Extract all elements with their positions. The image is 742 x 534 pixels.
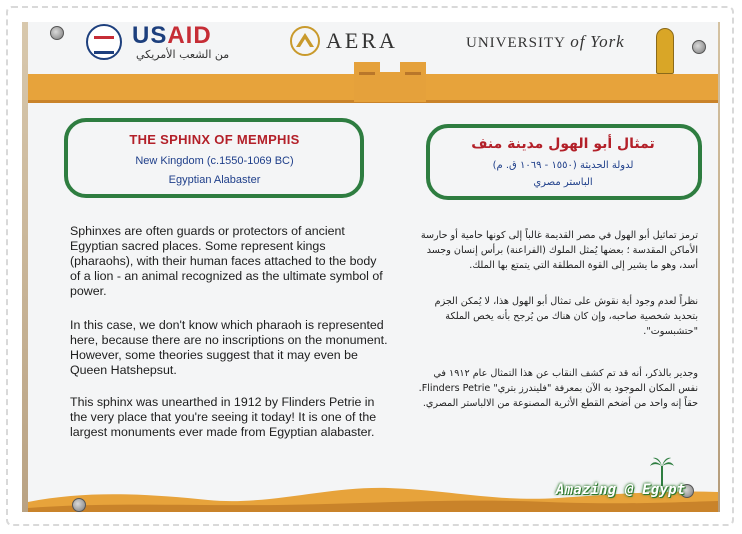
screw-icon	[72, 498, 86, 512]
english-period: New Kingdom (c.1550-1069 BC)	[135, 155, 294, 167]
usaid-logo-aid: AID	[167, 22, 212, 49]
screw-icon	[692, 40, 706, 54]
york-of-word: of	[570, 32, 586, 51]
usaid-seal-icon	[86, 24, 122, 60]
english-paragraph-3: This sphinx was unearthed in 1912 by Flinders Petrie in the very place that you're seeing it today! It is one of the largest monuments ever made from Egyptian alabaster.	[70, 395, 377, 439]
usaid-logo	[132, 22, 212, 50]
ministry-antiquities-logo	[656, 28, 674, 74]
york-name-word: York	[590, 32, 625, 51]
temple-gate-icon	[380, 72, 400, 102]
arabic-period: لدولة الحديثة (١٥٥٠ - ١٠٦٩ ق. م)	[492, 160, 634, 171]
watermark-text: Amazing @ Egypt	[556, 482, 686, 498]
university-of-york-logo	[466, 32, 625, 52]
aera-logo-text: AERA	[326, 28, 398, 53]
english-title: THE SPHINX OF MEMPHIS	[129, 132, 300, 147]
pylon-detail	[405, 72, 421, 75]
aera-triangle-icon	[290, 26, 320, 56]
arabic-paragraph-3: وجدير بالذكر، أنه قد تم كشف النقاب عن هذا التمثال عام ١٩١٢ في نفس المكان الموجود به الآن بمعرفة "فليندرز بتري" Flinders Petrie. حقاً إنه واحد من أضخم القطع الأثرية المصنوعة من الالباستر المصري.	[418, 368, 698, 409]
usaid-arabic-tagline: من الشعب الأمريكي	[136, 48, 230, 61]
english-material: Egyptian Alabaster	[168, 174, 261, 186]
english-paragraph-2: In this case, we don't know which pharaoh is represented here, because there are no inscriptions on the monument. However, some theories suggest that it may even be Queen Hatshepsut.	[70, 318, 388, 377]
york-university-word: UNIVERSITY	[466, 35, 566, 51]
pylon-detail	[359, 72, 375, 75]
temple-pylon-icon	[400, 62, 426, 102]
arabic-paragraph-1: ترمز تماثيل أبو الهول في مصر القديمة غالباً إلى كونها حامية أو حارسة الأماكن المقدسة ؛ بعضها يُمثل الملوك (الفراعنة) برأس إنسان وجسد أسد، وهو ما يشير إلى القوة المطلقة التي يتمتع بها الملك.	[420, 230, 698, 271]
sign-photo	[22, 22, 720, 512]
usaid-logo-us: US	[132, 22, 168, 49]
english-paragraph-1: Sphinxes are often guards or protectors of ancient Egyptian sacred places. Some represent kings (pharaohs), with their human faces attached to the body of a lion - an animal recognized as the ultimate symbol of power.	[70, 224, 383, 298]
screw-icon	[50, 26, 64, 40]
information-sign	[28, 22, 718, 512]
arabic-material: الباستر مصري	[533, 177, 593, 188]
arabic-paragraph-2: نظراً لعدم وجود أية نقوش على تمثال أبو الهول هذا، لا يُمكن الجزم بتحديد شخصية صاحبه، وإن كان هناك من يُرجح بأنه يخص الملكة "حتشبسوت".	[434, 296, 698, 337]
temple-pylon-icon	[354, 62, 380, 102]
arabic-title: تمثال أبو الهول مدينة منف	[471, 136, 655, 152]
